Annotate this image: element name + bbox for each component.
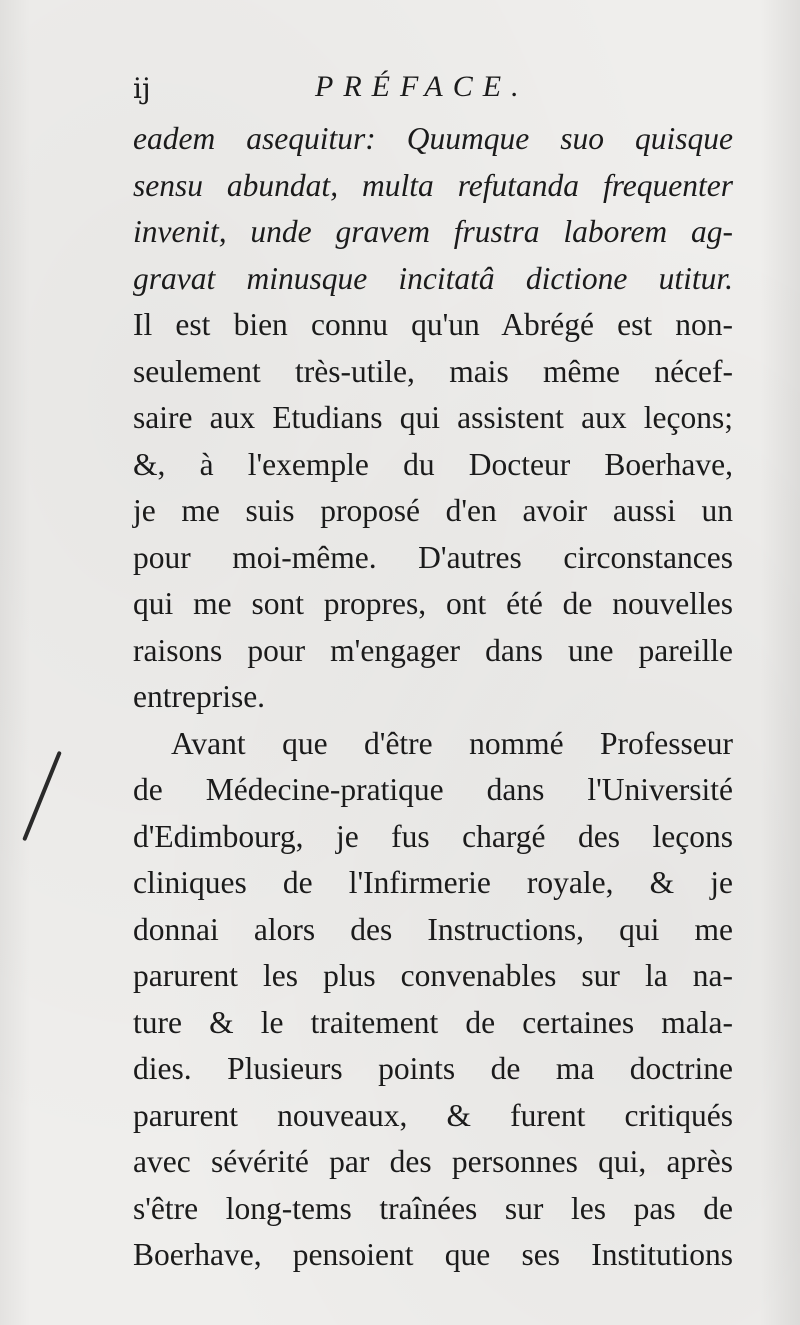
text-line: dies. Plusieurs points de ma doctrine [133, 1051, 733, 1086]
text-line: entreprise. [133, 679, 266, 714]
text-line: raisons pour m'engager dans une pareille [133, 632, 733, 668]
text-line: d'Edimbourg, je fus chargé des leçons [133, 818, 733, 854]
text-line: s'être long-tems traînées sur les pas de [133, 1190, 733, 1226]
margin-pen-mark [22, 751, 62, 842]
text-line: eadem asequitur: Quumque suo quisque [133, 121, 733, 156]
text-line: Il est bien connu qu'un Abrégé est non- [133, 307, 733, 342]
text-line: saire aux Etudians qui assistent aux leçons; [133, 400, 733, 435]
text-line: je me suis proposé d'en avoir aussi un [133, 493, 733, 528]
text-line: sensu abundat, multa refutanda frequenter [133, 167, 733, 203]
text-line: Boerhave, pensoient que ses Institutions [133, 1237, 733, 1272]
text-line: &, à l'exemple du Docteur Boerhave, [133, 446, 733, 482]
text-line: gravat minusque incitatâ dictione utitur. [133, 260, 733, 296]
text-line: de Médecine-pratique dans l'Université [133, 772, 733, 807]
text-line: parurent nouveaux, & furent critiqués [133, 1097, 733, 1133]
text-line: ture & le traitement de certaines mala- [133, 1004, 733, 1040]
text-line: qui me sont propres, ont été de nouvelles [133, 586, 733, 621]
text-line: donnai alors des Instructions, qui me [133, 911, 733, 947]
text-line: seulement très-utile, mais même nécef- [133, 353, 733, 389]
running-title: PRÉFACE. [315, 70, 529, 103]
text-line: parurent les plus convenables sur la na- [133, 958, 733, 993]
page-header [133, 70, 733, 110]
page-number: ij [133, 72, 151, 105]
body-text [133, 116, 733, 1279]
text-line: Avant que d'être nommé Professeur [171, 725, 733, 761]
text-line: cliniques de l'Infirmerie royale, & je [133, 865, 733, 900]
text-line: invenit, unde gravem frustra laborem ag- [133, 214, 733, 249]
text-line: pour moi-même. D'autres circonstances [133, 539, 733, 575]
text-line: avec sévérité par des personnes qui, après [133, 1144, 733, 1179]
